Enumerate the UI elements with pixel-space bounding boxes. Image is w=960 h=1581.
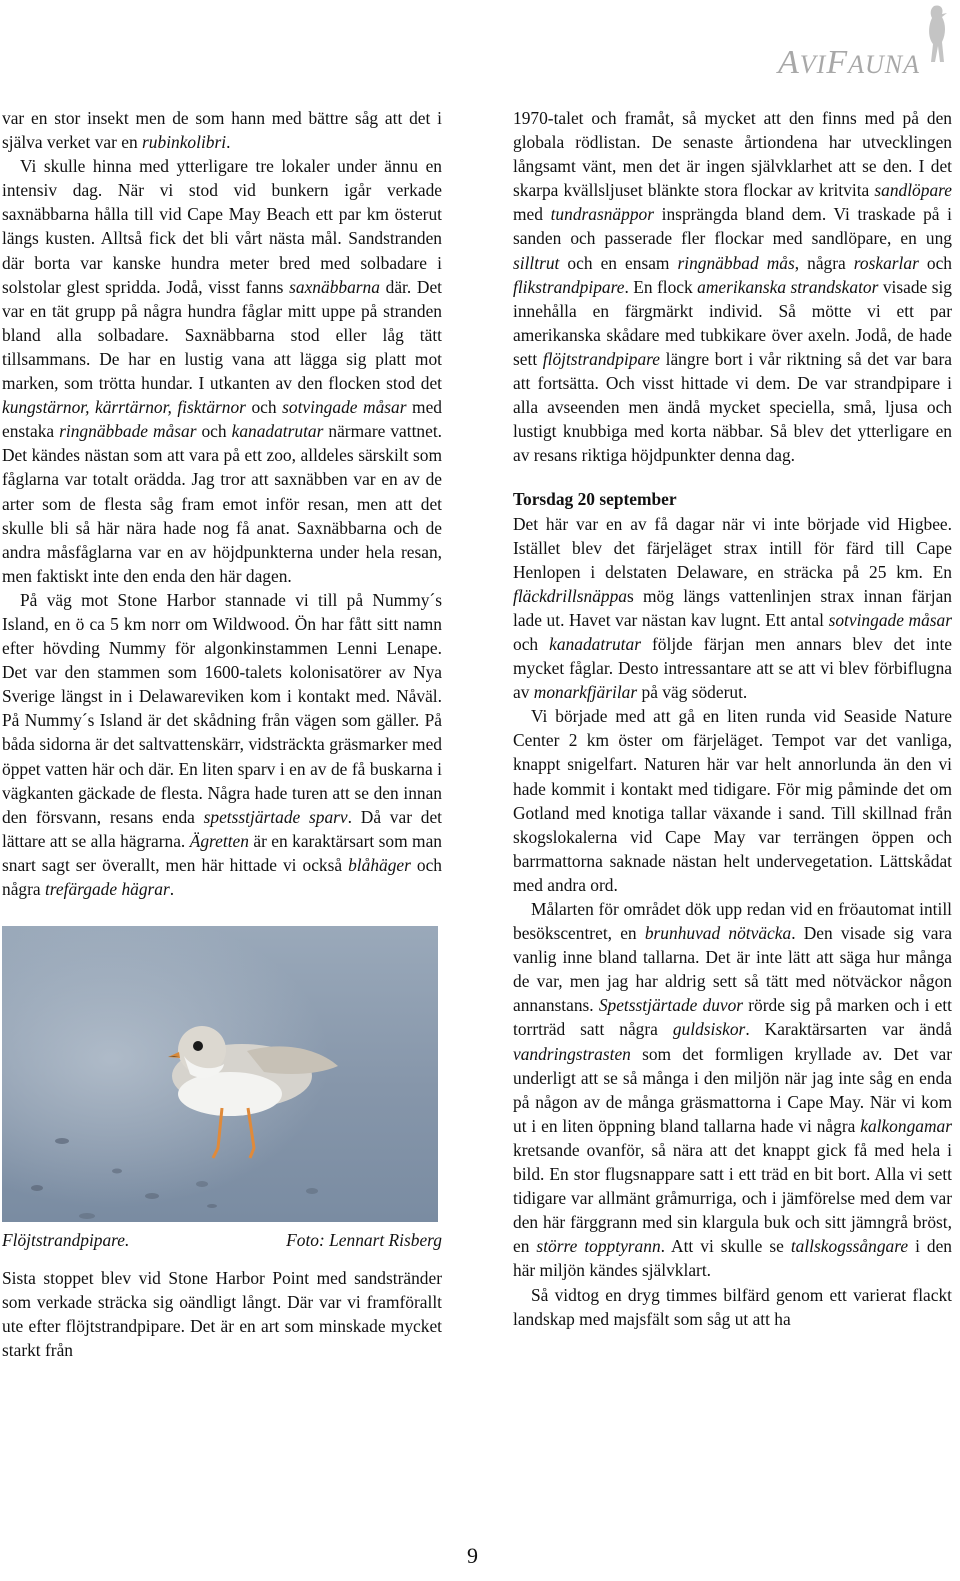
text-run: med enstaka [2,397,442,442]
italic-term: brunhuvad nötväcka [644,923,792,944]
text-run: Målarten för området dök upp redan vid en fröautomat intill besökscentret, en [513,899,952,944]
text-run: , några [794,252,854,273]
italic-term: sandlöpare [874,180,952,201]
text-run: där. Det var en tät grupp på några hundra fåglar mitt uppe på stranden bland alla solbadare. Saxnäbbarna stod eller låg tätt tillsammans. De har en lustig vana att lägga sig platt mot marken, som trötta hundar. I utkanten av den flocken stod det [2,276,442,394]
text-run: Så vidtog en dryg timmes bilfärd genom ett varierat flackt landskap med majsfält som såg ut att ha [513,1284,952,1329]
paragraph [513,897,952,1283]
text-run: 1970-talet och framåt, så mycket att den finns med på den globala rödlistan. De senaste årtiondena har utvecklingen långsamt vänt, men det är ingen självklarhet att se den. I det skarpa kvällsljuset blänkte stora flockar av kritvita [513,108,952,201]
section-heading: Torsdag 20 september [513,489,677,510]
text-run: och [245,397,283,418]
text-run: är en karaktärsart som man snart sagt ser överallt, men här hittade vi också [2,830,442,875]
text-run: Det här var en av få dagar när vi inte började vid Higbee. Istället blev det färjeläget strax intill för färd till Cape Henlopen i delstaten Delaware, en sträcka på 25 km. En [513,513,952,582]
italic-term: monarkfjärilar [533,682,638,703]
text-run: insprängda bland dem. Vi traskade på i sanden och passerade fler flockar med sandlöpare, en ung [513,204,952,249]
magazine-title: AVIFAUNA [778,44,920,81]
right-column [513,106,952,1331]
italic-term: flikstrandpipare [513,276,625,297]
italic-term: sotvingade måsar [282,397,407,418]
text-run: som det formligen kryllade av. Det var underligt att se så många i den miljön när jag inte såg en enda på någon av de många gräsmattorna i Cape May. När vi kom ut i en liten öppning bland tallarna hade vi några [513,1043,952,1136]
italic-term: ringnäbbade måsar [59,421,197,442]
paragraph [513,106,952,467]
paragraph [2,106,442,154]
text-run: . Den visade sig vara vanlig inne bland tallarna. Det är inte lätt att säga hur många de var, men jag har aldrig sett så tätt med nötväckor någon annanstans. [513,923,953,1016]
bird-logo-icon [920,2,954,66]
italic-term: kanadatrutar [231,421,324,442]
text-run: . Karaktärsarten var ändå [745,1019,952,1040]
italic-term: Ägretten [189,830,249,851]
text-run: och [513,633,550,654]
italic-term: vandringstrasten [513,1043,631,1064]
text-run: och några [2,854,442,899]
paragraph [2,1266,442,1362]
italic-term: spetsstjärtade sparv [203,806,348,827]
italic-term: sotvingade måsar [828,609,952,630]
photo-piping-plover [2,926,438,1222]
italic-term: silltrut [513,252,560,273]
text-run: på väg söderut. [637,682,748,703]
text-run: . Att vi skulle se [660,1236,791,1257]
text-run: rörde sig på marken och i ett torrträd satt några [513,995,952,1040]
italic-term: guldsiskor [672,1019,746,1040]
paragraph [513,1283,952,1331]
text-run: och [196,421,232,442]
text-run: var en stor insekt men de som hann med bättre såg att det i själva verket var en [2,108,442,153]
text-run: . [226,132,231,153]
caption-species: Flöjtstrandpipare. [2,1230,130,1251]
caption-credit: Foto: Lennart Risberg [286,1230,442,1251]
left-column [2,106,442,1363]
photo-caption [2,1228,442,1252]
text-run: kretsande ovanför, så nära att det knappt gick få med hela i bild. En stor flugsnappare satt i ett träd en bit bort. Alla vi sett tidigare var allmänt gråmurriga, och i jämförelse med dem var den här färggrann med sin klargula buk och sitt jämngrå bröst, en [513,1139,952,1257]
text-run: . Då var det lättare att se alla hägrarna. [2,806,443,851]
italic-term: rubinkolibri [142,132,227,153]
paragraph [513,704,952,897]
italic-term: tallskogssångare [790,1236,909,1257]
italic-term: Spetsstjärtade duvor [598,995,744,1016]
italic-term: roskarlar [853,252,919,273]
text-run: Sista stoppet blev vid Stone Harbor Point med sandstränder som verkade sträcka sig oändligt långt. Där var vi framförallt ute efter flöjtstrandpipare. Det är en art som minskade mycket starkt från [2,1268,442,1361]
text-run: i den här miljön kändes självklart. [513,1236,953,1281]
text-run: s mög längs vattenlinjen strax innan färjan lade ut. Havet var nästan kav lugnt. Ett antal [513,585,952,630]
text-run: Vi skulle hinna med ytterligare tre lokaler under ännu en intensiv dag. När vi stod vid bunkern igår verkade saxnäbbarna hålla till vid Cape May Beach ett par km österut längs kusten. Alltså fick det bli vårt nästa mål. Sandstranden där borta var kanske hundra meter bred med solbadare i solstolar glest spridda. Jodå, visst fanns [2,156,442,297]
italic-term: fläckdrillsnäppa [513,585,627,606]
paragraph [2,588,442,901]
text-run: . [169,879,175,899]
italic-term: ringnäbbad mås [677,252,795,273]
text-run: På väg mot Stone Harbor stannade vi till på Nummy´s Island, en ö ca 5 km norr om Wildwood. Ön har fått sitt namn efter hövding Nummy för algonkinstammen Lenni Lenape. Det var den stammen som 1600-talets kolonisatörer av Nya Sverige längst in i Delawareviken kom i kontakt med. Nåväl. På Nummy´s Island är det skådning från vägen som gäller. På båda sidorna är det saltvattenskärr, vidsträckta gräsmarker med öppet vatten här och där. En liten sparv i en av de få buskarna i vägkanten gäckade de flesta. Några hade turen att se den innan den försvann, resans enda [2,589,442,827]
paragraph [513,512,952,705]
paragraph [2,154,442,588]
text-run: närmare vattnet. Det kändes nästan som att vara på ett zoo, alldeles särskilt som fåglarna var totalt orädda. Jag tror att saxnäbben var en av de arter som de flesta såg fram emot inför resan, men att det skulle bli så här nära hade nog få anat. Saxnäbbarna och de andra måsfåglarna var en av höjdpunkterna under hela resan, men faktiskt inte den enda den här dagen. [2,421,442,586]
text-run: och [918,252,952,273]
italic-term: större topptyrann [536,1236,661,1257]
italic-term: blåhäger [348,854,411,875]
text-run: visade sig innehålla en färgmärkt individ. Så mötte vi ett par amerikanska skådare med tubkikare över axeln. Jodå, de hade sett [513,276,952,369]
text-run: med [513,204,551,225]
italic-term: trefärgade hägrar [44,879,170,899]
text-run: längre bort i vår riktning så det var bara att fortsätta. Och visst hittade vi dem. De var strandpipare i alla avseenden men ändå mycket speciella, små, ljusa och lustigt knubbiga med korta näbbar. Så blev det ytterligare en av resans riktiga höjdpunkter denna dag. [513,348,953,466]
italic-term: flöjtstrandpipare [542,348,661,369]
text-run: . En flock [624,276,698,297]
text-run: följde färjan men annars blev det inte mycket fåglar. Desto intressantare att se att vi blev förbiflugna av [513,633,953,703]
italic-term: saxnäbbarna [289,276,380,297]
text-run: och en ensam [559,252,678,273]
italic-term: kalkongamar [860,1115,952,1136]
page-number: 9 [467,1543,478,1568]
italic-term: tundrasnäppor [550,204,654,225]
italic-term: kanadatrutar [549,633,641,654]
italic-term: kungstärnor, kärrtärnor, fisktärnor [2,397,246,418]
italic-term: amerikanska strandskator [697,276,879,297]
text-run: Vi började med att gå en liten runda vid Seaside Nature Center 2 km öster om färjeläget. Tempot var det vanliga, knappt snigelfart. Naturen här var helt annorlunda än den vi hade kommit i kontakt med tidigare. För mig påminde det om Gotland med knotiga tallar växande i sand. Till skillnad från skogslokalerna vid Cape May var terrängen öppen och barrmattorna saknade nästan helt undervegetation. Lättskådat med andra ord. [513,706,952,895]
